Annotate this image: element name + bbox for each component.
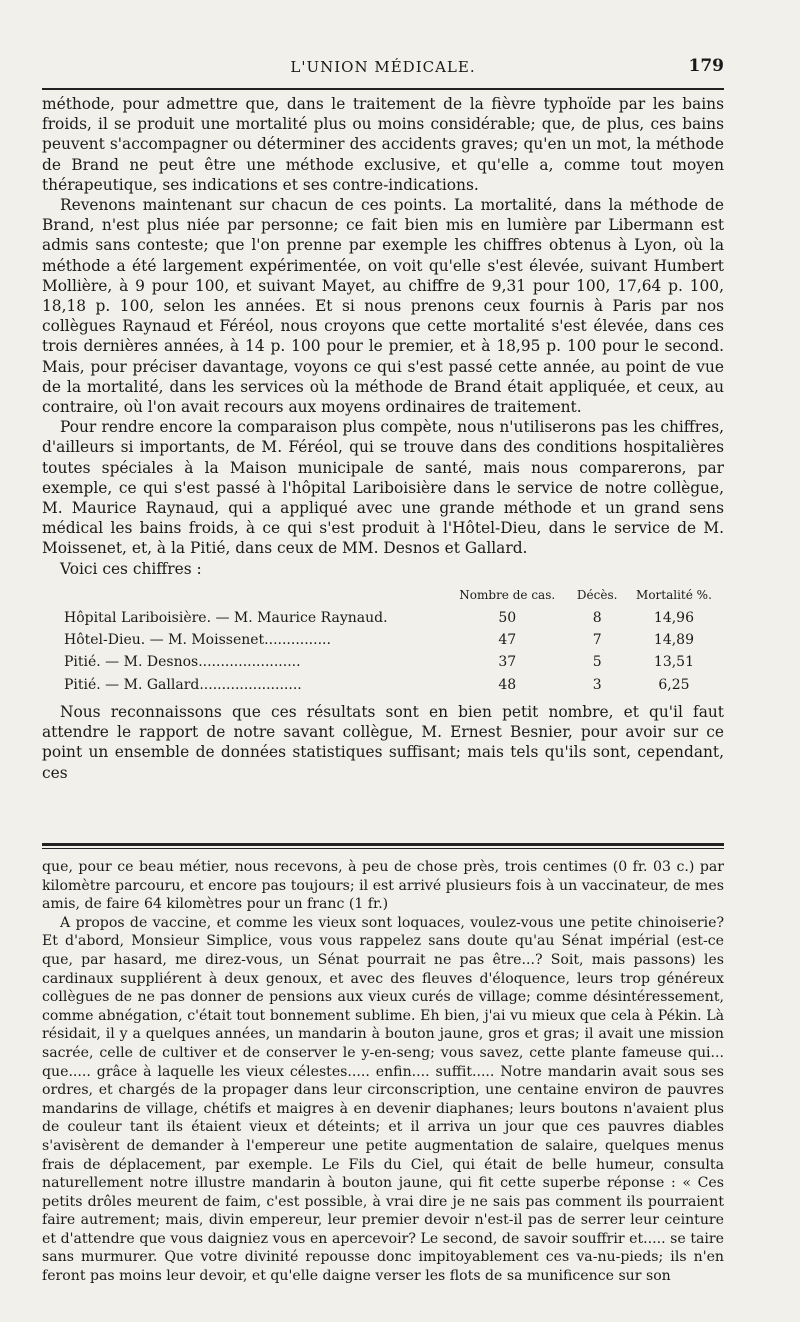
- paragraph: Revenons maintenant sur chacun de ces points. La mortalité, dans la méthode de Brand, n'est plus niée par personne; ce fait bien mis en lumière par Libermann est admis sans conteste; que l'on prenne par exemple les chiffres obtenus à Lyon, où la méthode a été largement expérimentée, on voit qu'elle s'est élevée, suivant Humbert Mollière, à 9 pour 100, et suivant Mayet, au chiffre de 9,31 pour 100, 17,64 p. 100, 18,18 p. 100, selon les années. Et si nous prenons ceux fournis à Paris par nos collègues Raynaud et Féréol, nous croyons que cette mortalité s'est élevée, dans ces trois dernières années, à 14 p. 100 pour le premier, et à 18,95 p. 100 pour le second. Mais, pour préciser davantage, voyons ce qui s'est passé cette année, au point de vue de la mortalité, dans les services où la méthode de Brand était appliquée, et ceux, au contraire, où l'on avait recours aux moyens ordinaires de traitement.: [42, 196, 724, 417]
- table-row: [42, 651, 724, 673]
- row-label: Hôtel-Dieu. — M. Moissenet...............: [64, 632, 331, 649]
- deaths-cell: 3: [592, 676, 602, 693]
- col-header-deaths: Décès.: [576, 587, 618, 602]
- header-rule: [42, 88, 724, 90]
- table-row: [42, 674, 724, 696]
- table-intro: Voici ces chiffres :: [60, 559, 202, 578]
- row-label: Pitié. — M. Gallard.......................: [64, 676, 302, 693]
- col-header-cases: Nombre de cas.: [459, 587, 556, 602]
- cases-cell: 50: [498, 610, 517, 627]
- table-row: [42, 607, 724, 629]
- col-header-mortality: Mortalité %.: [636, 587, 712, 602]
- feuilleton-text: [42, 858, 724, 1286]
- cases-cell: 48: [498, 676, 517, 693]
- running-header: [42, 54, 724, 82]
- mortality-table: [42, 583, 724, 696]
- mortality-cell: 14,96: [653, 610, 694, 627]
- paragraph: Nous reconnaissons que ces résultats sont en bien petit nombre, et qu'il faut attendre le rapport de notre savant collègue, M. Ernest Besnier, pour avoir sur ce point un ensemble de données statistiques suffisant; mais tels qu'ils sont, cependant, ces: [42, 702, 724, 782]
- mortality-cell: 13,51: [653, 654, 694, 671]
- table-header-row: [42, 583, 724, 607]
- table-row: [42, 629, 724, 651]
- mortality-cell: 14,89: [653, 632, 694, 649]
- feuilleton-paragraph: A propos de vaccine, et comme les vieux sont loquaces, voulez-vous une petite chinoiserie? Et d'abord, Monsieur Simplice, vous vous rappelez sans doute qu'au Sénat impérial (est-ce que, par hasard, me direz-vous, un Sénat pourrait ne pas être...? Soit, mais passons) les cardinaux suppliérent à deux genoux, et avec des fleuves d'éloquence, leurs trop généreux collègues de ne pas donner de pensions aux vieux curés de village; comme désintéressement, comme abnégation, c'était tout bonnement sublime. Eh bien, j'ai vu mieux que cela à Pékin. Là résidait, il y a quelques années, un mandarin à bouton jaune, gros et gras; il avait une mission sacrée, celle de cultiver et de conserver le y-en-seng; vous savez, cette plante fameuse qui... que..... grâce à laquelle les vieux célestes..... enfin.... suffit..... Notre mandarin avait sous ses ordres, et chargés de la propager dans leur circonscription, une centaine environ de pauvres mandarins de village, chétifs et maigres à en devenir diaphanes; leurs boutons n'avaient plus de couleur tant ils étaient vieux et déteints; et il arriva un jour que ces pauvres diables s'avisèrent de demander à l'empereur une petite augmentation de salaire, quelques menus frais de déplacement, par exemple. Le Fils du Ciel, qui était de belle humeur, consulta naturellement notre illustre mandarin à bouton jaune, qui fit cette superbe réponse : « Ces petits drôles meurent de faim, c'est possible, à vrai dire je ne sais pas comment ils pourraient faire autrement; mais, divin empereur, leur premier devoir n'est-il pas de serrer leur ceinture et d'attendre que vous daigniez vous en apercevoir? Le second, de savoir souffrir et..... se taire sans murmurer. Que votre divinité repousse donc impitoyablement ces va-nu-pieds; ils n'en feront pas moins leur devoir, et qu'elle daigne verser les flots de sa munificence sur son: [42, 914, 724, 1285]
- cases-cell: 37: [498, 654, 517, 671]
- main-text: [42, 94, 724, 783]
- mortality-cell: 6,25: [658, 676, 690, 693]
- row-label: Pitié. — M. Desnos.......................: [64, 654, 301, 671]
- deaths-cell: 8: [592, 610, 602, 627]
- page-number: 179: [688, 56, 724, 76]
- page: [42, 54, 724, 783]
- row-label: Hôpital Lariboisière. — M. Maurice Raynaud.: [64, 610, 388, 627]
- deaths-cell: 7: [592, 632, 602, 649]
- footnote-separator: [42, 843, 724, 849]
- journal-title: L'UNION MÉDICALE.: [290, 58, 476, 76]
- paragraph: méthode, pour admettre que, dans le traitement de la fièvre typhoïde par les bains froids, il se produit une mortalité plus ou moins considérable; que, de plus, ces bains peuvent s'accompagner ou déterminer des accidents graves; qu'en un mot, la méthode de Brand ne peut être une méthode exclusive, et qu'elle a, comme tout moyen thérapeutique, ses indications et ses contre-indications.: [42, 95, 724, 194]
- paragraph: Pour rendre encore la comparaison plus compète, nous n'utiliserons pas les chiffres, d'ailleurs si importants, de M. Féréol, qui se trouve dans des conditions hospitalières toutes spéciales à la Maison municipale de santé, mais nous comparerons, par exemple, ce qui s'est passé à l'hôpital Lariboisière dans le service de notre collègue, M. Maurice Raynaud, qui a appliqué avec une grande méthode et un grand sens médical les bains froids, à ce qui s'est produit à l'Hôtel-Dieu, dans le service de M. Moissenet, et, à la Pitié, dans ceux de MM. Desnos et Gallard.: [42, 418, 724, 558]
- deaths-cell: 5: [592, 654, 602, 671]
- cases-cell: 47: [498, 632, 517, 649]
- feuilleton-paragraph: que, pour ce beau métier, nous recevons, à peu de chose près, trois centimes (0 fr. 03 c.) par kilomètre parcouru, et encore pas toujours; il est arrivé plusieurs fois à un vaccinateur, de mes amis, de faire 64 kilomètres pour un franc (1 fr.): [42, 859, 724, 913]
